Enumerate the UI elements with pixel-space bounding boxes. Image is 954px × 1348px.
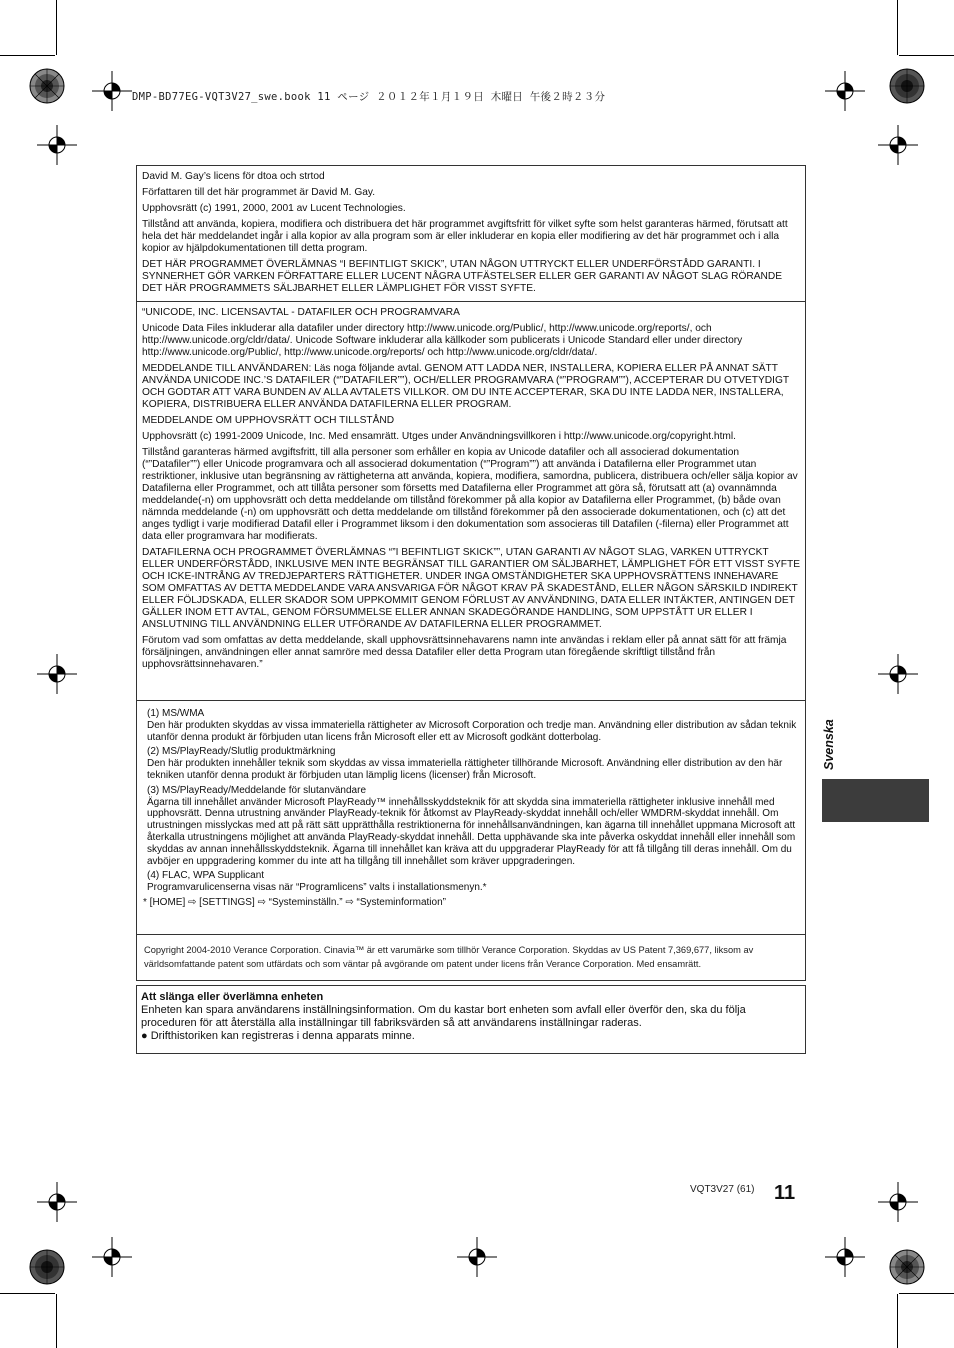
paragraph: DATAFILERNA OCH PROGRAMMET ÖVERLÄMNAS “”I BEFINTLIGT SKICK””, UTAN GARANTI AV NÅGOT SLAG, VARKEN UTTRYCKT ELLER UNDERFÖRSTÅDD, INKLUSIVE MEN INTE BEGRÄNSAT TILL GARANTIER OM SÄLJBARHET, LÄMPLIGHET FÖR ETT VISST SYFTE OCH ICKE-INTRÅNG AV TREDJEPARTERS RÄTTIGHETER. UNDER INGA OMSTÄNDIGHETER SKA UPPHOVSRÄTTENS INNEHAVARE SOM OMFATTAS AV DETTA MEDDELANDE VARA ANSVARIGA FÖR NÅGOT KRAV PÅ SKADESTÅND, ELLER NÅGON SÄRSKILD INDIREKT ELLER FÖLJDSKADA, ELLER SKADOR SOM UPPKOMMIT GENOM FÖRLUST AV ANVÄNDNING, DATA ELLER INTÄKTER, ANTINGEN DET GÄLLER INOM ETT AVTAL, GENOM FÖRSUMMELSE ELLER ANNAN SKADEGÖRANDE HANDLING, SOM UPPSTÅTT UR ELLER I ANSLUTNING TILL ANVÄNDNING ELLER UTFÖRANDE AV DATAFILERNA ELLER PROGRAMMET. xyxy=(142,547,800,630)
corner-burst-bottom-left xyxy=(28,1248,66,1286)
copyright-text: Copyright 2004-2010 Verance Corporation. Cinavia™ är ett varumärke som tillhör Verance Corporation. Skyddas av US Patent 7,369,677, liksom av världsomfattande patent som utfärdats och som väntar på avgörande om patent under licens från Verance Corporation. Med ensamrätt. xyxy=(144,945,754,969)
disposal-body: Enheten kan spara användarens inställningsinformation. Om du kastar bort enheten som avfall eller överför den, ska du följa proceduren för att återställa alla inställningar till fabriksvärden så att användarens inställningar raderas. xyxy=(141,1004,746,1029)
registration-mark-right-bottom xyxy=(878,1182,918,1222)
document-code: VQT3V27 (61) xyxy=(690,1184,755,1195)
paragraph: MEDDELANDE TILL ANVÄNDAREN: Läs noga följande avtal. GENOM ATT LADDA NER, INSTALLERA, KOPIERA ELLER PÅ ANNAT SÄTT ANVÄNDA UNICODE INC.’S DATAFILER (“”DATAFILER””), OCH/ELLER PROGRAMVARA (“”PROGRAM””), ACCEPTERAR DU OTVETYDIGT OCH GODTAR ATT VARA BUNDEN AV ALLA AVTALETS VILLKOR. OM DU INTE ACCEPTERAR, SKA DU INTE LADDA NER, INSTALLERA, KOPIERA, DISTRIBUERA ELLER ANVÄNDA DATAFILERNA ELLER PROGRAM. xyxy=(142,363,789,410)
paragraph: Förutom vad som omfattas av detta meddelande, skall upphovsrättsinnehavarens namn inte användas i reklam eller på annat sätt för att främja försäljningen, användningen eller annat samröre med dessa Datafiler eller detta Program utan föregående skriftligt tillstånd från upphovsrättsinnehavaren.” xyxy=(142,635,787,670)
item-title: (3) MS/PlayReady/Meddelande för slutanvändare xyxy=(147,784,367,796)
crop-line-right-top xyxy=(899,55,954,56)
paragraph: “UNICODE, INC. LICENSAVTAL - DATAFILER OCH PROGRAMVARA xyxy=(142,307,460,318)
registration-mark-right-middle xyxy=(878,654,918,694)
corner-burst-bottom-right xyxy=(888,1248,926,1286)
crop-line-top-left xyxy=(56,0,57,55)
registration-mark-bottom-right xyxy=(825,1237,865,1277)
header-file-info: DMP-BD77EG-VQT3V27_swe.book 11 ページ ２０１２年１月１９日 木曜日 午後２時２３分 xyxy=(132,91,606,103)
footnote: * [HOME] ⇨ [SETTINGS] ⇨ “Systeminställn.” ⇨ “Systeminformation” xyxy=(143,896,446,908)
paragraph: Unicode Data Files inkluderar alla datafiler under directory http://www.unicode.org/Public/, http://www.unicode.org/reports/, och http://www.unicode.org/cldr/data/. Unicode Software inkluderar alla källkoder som publicerats i Unicode Standard eller under directory http://www.unicode.org/Public/, http://www.unicode.org/reports/ och http://www.unicode.org/cldr/data/. xyxy=(142,323,743,358)
crop-line-bottom-right xyxy=(897,1294,898,1348)
registration-mark-right-top xyxy=(878,125,918,165)
registration-mark-left-bottom xyxy=(37,1182,77,1222)
item-body: Programvarulicenserna visas när “Programlicens” valts i installationsmenyn.* xyxy=(147,882,487,894)
registration-mark-top-right xyxy=(825,71,865,111)
registration-mark-top-left xyxy=(92,71,132,111)
crop-line-right-bottom xyxy=(899,1293,954,1294)
license-box-unicode xyxy=(136,301,806,701)
copyright-box-cinavia xyxy=(136,934,806,981)
license-box-dtoa xyxy=(136,165,806,302)
paragraph: Upphovsrätt (c) 1991-2009 Unicode, Inc. Med ensamrätt. Utges under Användningsvillkoren i http://www.unicode.org/copyright.html. xyxy=(142,431,737,442)
language-tab xyxy=(822,779,929,822)
language-tab-label: Svenska xyxy=(822,719,836,771)
crop-line-left-bottom xyxy=(0,1293,55,1294)
paragraph: David M. Gay’s licens för dtoa och strtod xyxy=(142,171,325,182)
registration-mark-left-top xyxy=(37,125,77,165)
license-box-microsoft xyxy=(136,700,806,935)
paragraph: Tillstånd garanteras härmed avgiftsfritt, till alla personer som erhåller en kopia av Unicode datafiler och all associerad dokumentation (“”Datafiler””) eller Unicode programvara och all associerad dokumentation (“”Program””) att använda i Datafilerna eller Programmet utan restriktioner, inklusive utan begränsning av rättigheterna att använda, kopiera, modifiera, samordna, publicera, distribuera och/eller sälja kopior av Datafilerna eller Programmet, och att tillåta personer som försetts med Datafilerna eller Programmet att göra så, förutsatt att (a) ovannämnda meddelande(-n) om upphovsrätt och detta meddelande om tillstånd förekommer på alla kopior av Datafilerna eller Programmet, (b) både ovan nämnda meddelande (-n) om upphovsrätt och detta meddelande om tillstånd förekommer på den associerade dokumentationen, och (c) att det anges tydligt i varje modifierad Datafil eller i Programmet liksom i den dokumentation som associeras till Datafilen (-filerna) eller Programmet att data eller programvara har modifierats. xyxy=(142,447,798,542)
page-number: 11 xyxy=(774,1182,796,1204)
paragraph: MEDDELANDE OM UPPHOVSRÄTT OCH TILLSTÅND xyxy=(142,415,395,426)
item-title: (1) MS/WMA xyxy=(147,708,205,719)
crop-line-left-top xyxy=(0,55,55,56)
crop-line-top-right xyxy=(897,0,898,55)
registration-mark-left-middle xyxy=(37,654,77,694)
item-body: Den här produkten innehåller teknik som skyddas av vissa immateriella rättigheter tillhörande Microsoft. Användning eller distribution av den här tekniken utanför denna produkt är förbjuden utan lämplig licens (licenser) från Microsoft. xyxy=(147,758,783,781)
disposal-heading: Att slänga eller överlämna enheten xyxy=(141,991,324,1003)
paragraph: Författaren till det här programmet är David M. Gay. xyxy=(142,187,376,198)
corner-burst-top-right xyxy=(888,67,926,105)
paragraph: Upphovsrätt (c) 1991, 2000, 2001 av Lucent Technologies. xyxy=(142,203,406,214)
item-title: (2) MS/PlayReady/Slutlig produktmärkning xyxy=(147,746,336,758)
item-body: Ägarna till innehållet använder Microsoft PlayReady™ innehållsskyddsteknik för att skydda sina immateriella rättigheter inklusive innehåll med upphovsrätt. Denna utrustning använder PlayReady-teknik för åtkomst av PlayReady-skyddat innehåll och/eller WMDRM-skyddat innehåll. Om utrustningen misslyckas med att på rätt sätt upprätthålla restriktionerna för innehållsanvändningen, kan ägarna till innehållet uppmana Microsoft att återkalla utrustningens möjlighet att använda PlayReady-skyddat innehåll. Detta upphävande ska inte påverka oskyddat innehåll eller innehåll som skyddas av annan innehållsskyddsteknik. Ägarna till innehållet kan kräva att du uppgraderar PlayReady för att få tillgång till deras innehåll. Om du avböjer en uppgradering kommer du inte att ha tillgång till innehållet som kräver uppgraderingen. xyxy=(147,796,796,867)
paragraph: DET HÄR PROGRAMMET ÖVERLÄMNAS “I BEFINTLIGT SKICK”, UTAN NÅGON UTTRYCKT ELLER UNDERFÖRSTÅDD GARANTI. I SYNNERHET GÖR VARKEN FÖRFATTARE ELLER LUCENT NÅGRA UTFÄSTELSER ELLER GER GARANTI AV NÅGOT SLAG RÖRANDE DET HÄR PROGRAMMETS SÄLJBARHET ELLER LÄMPLIGHET FÖR VISST SYFTE. xyxy=(142,259,783,294)
registration-mark-bottom-left xyxy=(92,1237,132,1277)
registration-mark-bottom-center xyxy=(457,1237,497,1277)
paragraph: Tillstånd att använda, kopiera, modifiera och distribuera det här programmet avgiftsfritt för vilket syfte som helst garanteras härmed, förutsatt att hela det här meddelandet ingår i alla kopior av alla program som är eller inkluderar en kopia eller modifiering av det här programmet och i alla kopior av hjälpdokumentationen till detta program. xyxy=(142,219,788,254)
item-body: Den här produkten skyddas av vissa immateriella rättigheter av Microsoft Corporation och tredje man. Användning eller distribution av sådan teknik utanför denna produkt är förbjuden utan licens från Microsoft eller ett av Microsoft godkänt dotterbolag. xyxy=(147,719,797,743)
crop-line-bottom-left xyxy=(56,1294,57,1348)
item-title: (4) FLAC, WPA Supplicant xyxy=(147,870,265,882)
disposal-box xyxy=(136,985,806,1054)
corner-burst-top-left xyxy=(28,67,66,105)
disposal-bullet: ● Drifthistoriken kan registreras i denna apparats minne. xyxy=(141,1030,415,1042)
